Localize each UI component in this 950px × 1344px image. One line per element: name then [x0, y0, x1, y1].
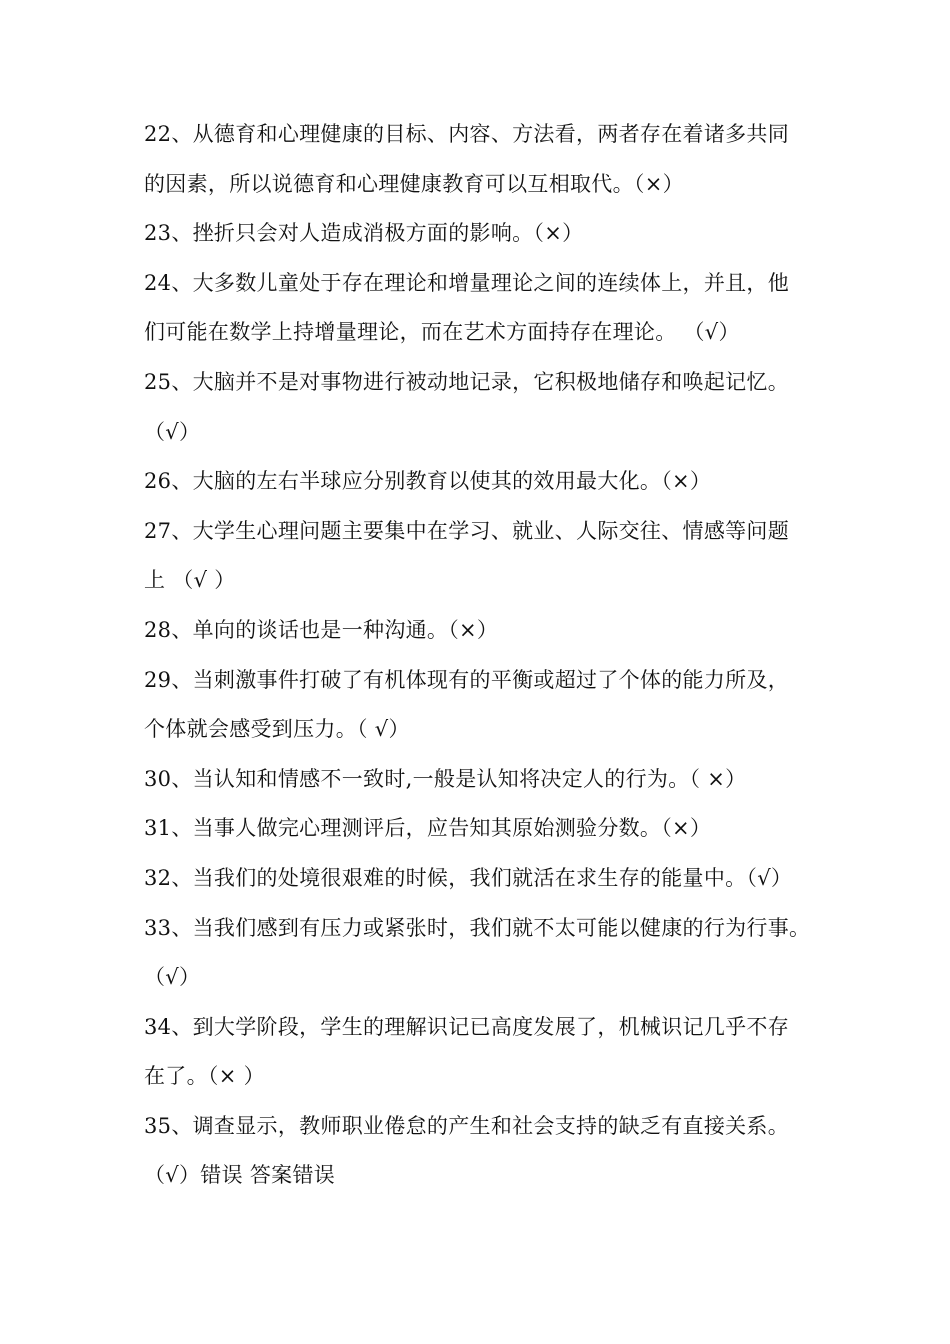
text-line: （√）: [144, 965, 201, 990]
text-line: 31、当事人做完心理测评后，应告知其原始测验分数。（×）: [144, 816, 712, 841]
text-line: 27、大学生心理问题主要集中在学习、就业、人际交往、情感等问题: [144, 518, 790, 543]
text-line: 上 （√ ）: [144, 568, 236, 593]
text-line: 28、单向的谈话也是一种沟通。（×）: [144, 617, 499, 642]
text-line: 33、当我们感到有压力或紧张时，我们就不太可能以健康的行为行事。: [144, 915, 811, 940]
text-line: 们可能在数学上持增量理论，而在艺术方面持存在理论。 （√）: [144, 320, 740, 345]
document-body: [144, 110, 814, 1201]
text-line: 23、挫折只会对人造成消极方面的影响。（×）: [144, 221, 584, 246]
text-line: 29、当刺激事件打破了有机体现有的平衡或超过了个体的能力所及，: [144, 667, 790, 692]
text-line: 的因素，所以说德育和心理健康教育可以互相取代。（×）: [144, 171, 684, 196]
text-line: 在了。（× ）: [144, 1064, 265, 1089]
text-line: （√）错误 答案错误: [144, 1163, 336, 1188]
text-line: 35、调查显示，教师职业倦怠的产生和社会支持的缺乏有直接关系。: [144, 1113, 790, 1138]
text-line: （√）: [144, 419, 201, 444]
text-line: 32、当我们的处境很艰难的时候，我们就活在求生存的能量中。（√）: [144, 865, 793, 890]
text-line: 24、大多数儿童处于存在理论和增量理论之间的连续体上，并且，他: [144, 270, 790, 295]
text-line: 26、大脑的左右半球应分别教育以使其的效用最大化。（×）: [144, 469, 712, 494]
text-line: 30、当认知和情感不一致时,一般是认知将决定人的行为。（ ×）: [144, 766, 747, 791]
text-line: 34、到大学阶段，学生的理解识记已高度发展了，机械识记几乎不存: [144, 1014, 790, 1039]
text-line: 22、从德育和心理健康的目标、内容、方法看，两者存在着诸多共同: [144, 122, 790, 146]
text-line: 25、大脑并不是对事物进行被动地记录，它积极地储存和唤起记忆。: [144, 369, 790, 394]
text-line: 个体就会感受到压力。（ √）: [144, 717, 410, 742]
